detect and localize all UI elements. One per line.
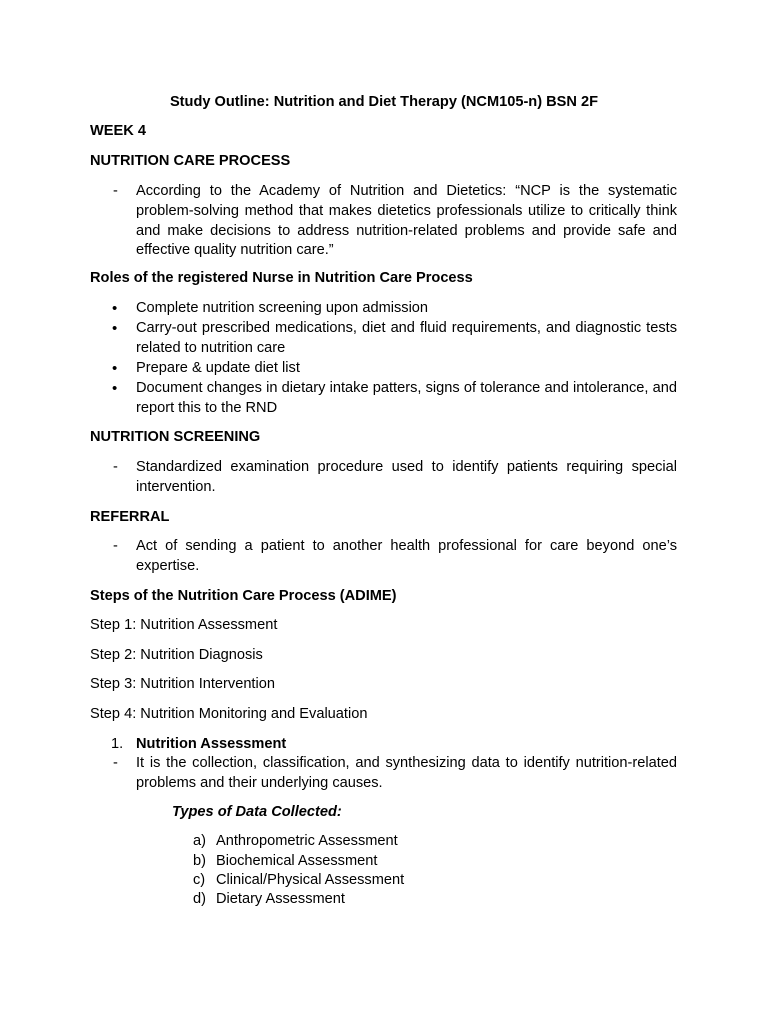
step-2: Step 2: Nutrition Diagnosis [90, 647, 263, 663]
roles-item-1: Complete nutrition screening upon admission [136, 300, 429, 316]
referral-heading: REFERRAL [90, 509, 170, 525]
type-c-letter: c) [193, 872, 206, 888]
type-d-letter: d) [193, 891, 206, 907]
ncp-heading: NUTRITION CARE PROCESS [90, 153, 291, 169]
roles-bullet-2: • [112, 320, 118, 337]
roles-heading: Roles of the registered Nurse in Nutrition Care Process [90, 270, 473, 286]
screening-dash-marker: - [113, 459, 118, 475]
assessment-dash-marker: - [113, 755, 118, 771]
type-a-letter: a) [193, 833, 206, 849]
type-b-label: Biochemical Assessment [216, 853, 378, 869]
roles-bullet-3: • [112, 360, 118, 377]
step-1: Step 1: Nutrition Assessment [90, 617, 278, 633]
roles-item-4: Document changes in dietary intake patters, signs of tolerance and intolerance, and report this to the RND [136, 380, 677, 416]
referral-dash-marker: - [113, 538, 118, 554]
referral-definition: Act of sending a patient to another health professional for care beyond one’s expertise. [136, 538, 677, 574]
assessment-heading: Nutrition Assessment [136, 736, 287, 752]
types-heading: Types of Data Collected: [172, 804, 342, 820]
ncp-dash-marker: - [113, 183, 118, 199]
screening-definition: Standardized examination procedure used to identify patients requiring special intervention. [136, 459, 677, 495]
assessment-number: 1. [111, 736, 124, 752]
document-title: Study Outline: Nutrition and Diet Therapy (NCM105-n) BSN 2F [169, 94, 599, 110]
assessment-definition: It is the collection, classification, and synthesizing data to identify nutrition-related problems and their underlying causes. [136, 755, 677, 791]
screening-heading: NUTRITION SCREENING [90, 429, 261, 445]
type-d-label: Dietary Assessment [216, 891, 345, 907]
type-b-letter: b) [193, 853, 206, 869]
roles-item-3: Prepare & update diet list [136, 360, 300, 376]
roles-bullet-1: • [112, 300, 118, 317]
step-4: Step 4: Nutrition Monitoring and Evaluation [90, 706, 368, 722]
ncp-definition: According to the Academy of Nutrition and Dietetics: “NCP is the systematic problem-solving method that makes dietetics professionals utilize to critically think and make decisions to address nutrition-related problems and provide safe and effective quality nutrition care.” [136, 183, 677, 259]
step-3: Step 3: Nutrition Intervention [90, 676, 275, 692]
roles-bullet-4: • [112, 380, 118, 397]
type-c-label: Clinical/Physical Assessment [216, 872, 405, 888]
roles-item-2: Carry-out prescribed medications, diet and fluid requirements, and diagnostic tests related to nutrition care [136, 320, 677, 356]
type-a-label: Anthropometric Assessment [216, 833, 398, 849]
steps-heading: Steps of the Nutrition Care Process (ADIME) [90, 588, 397, 604]
week-label: WEEK 4 [90, 123, 146, 139]
